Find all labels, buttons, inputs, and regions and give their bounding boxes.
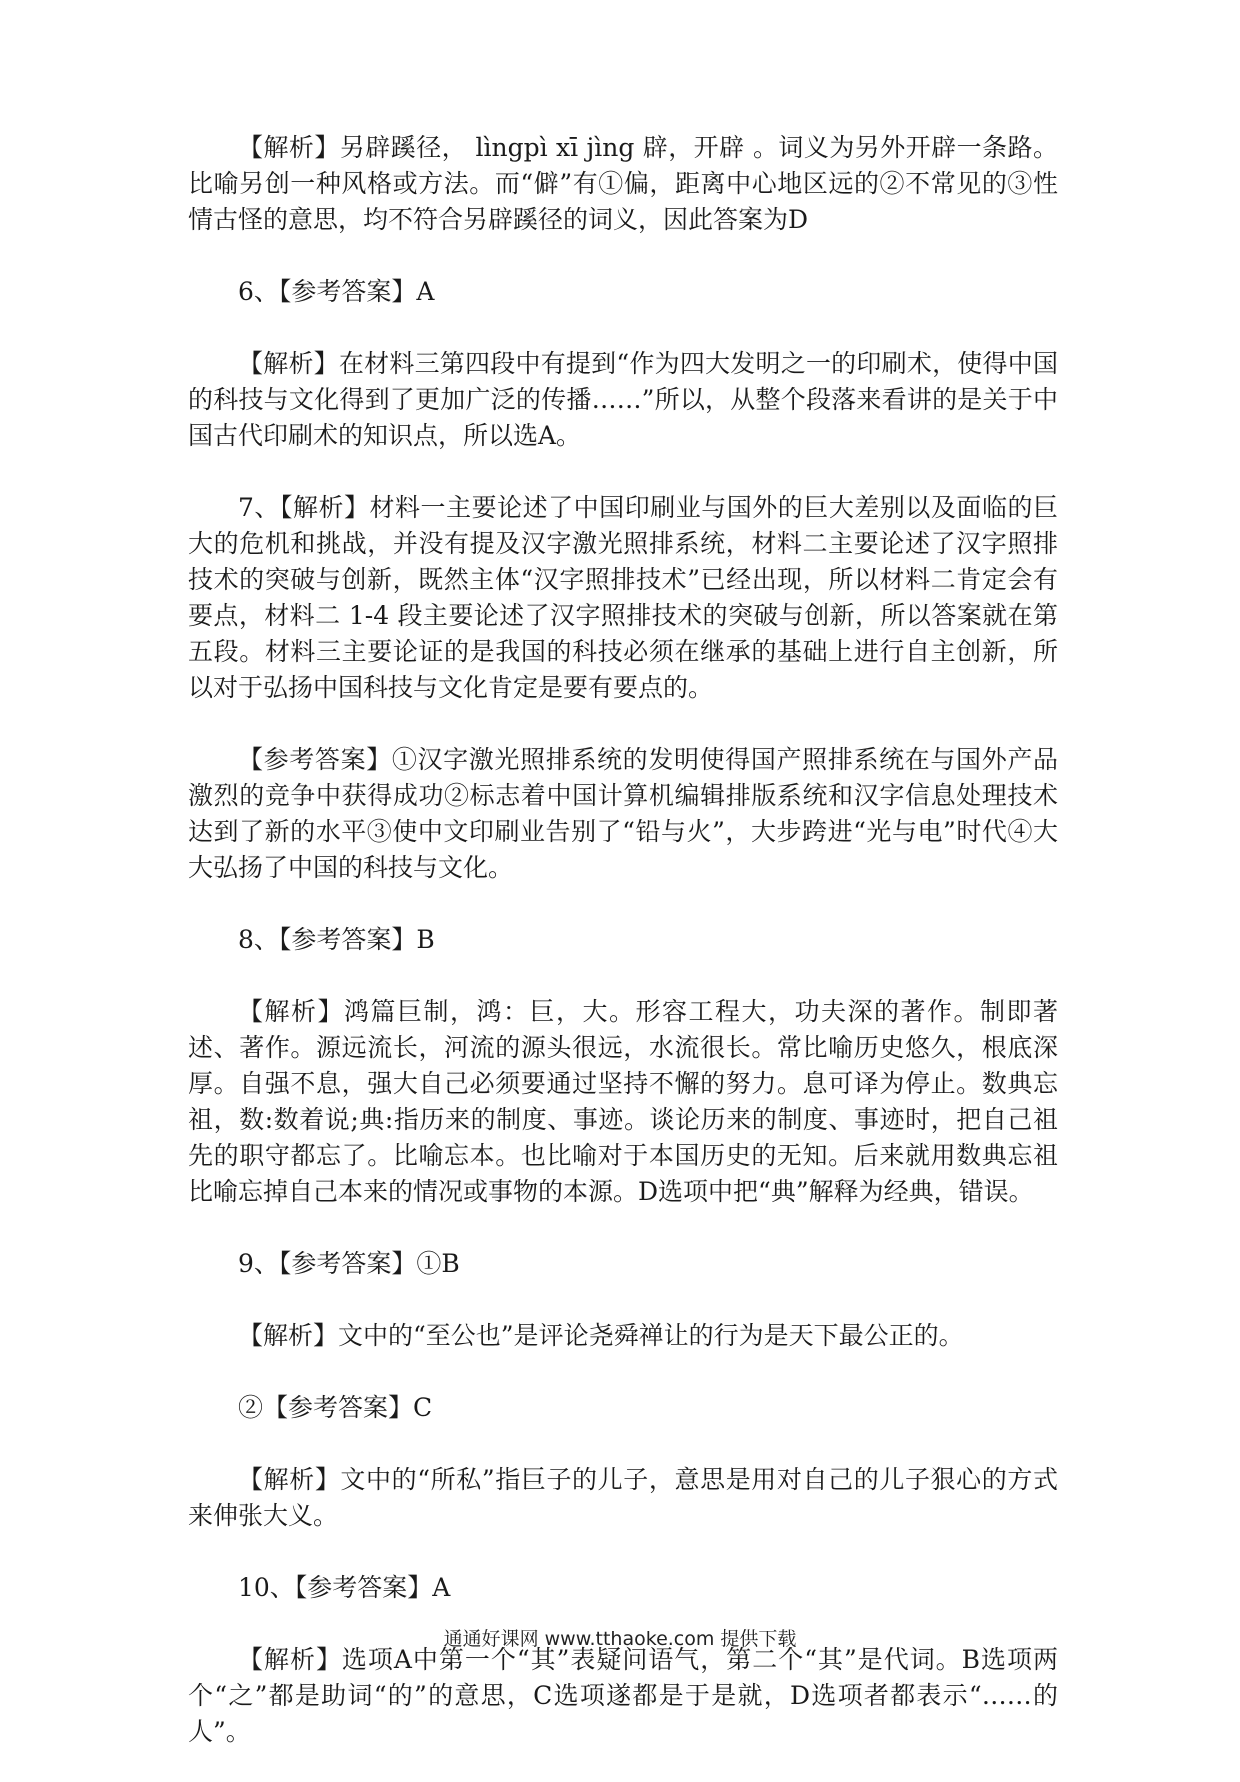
- answer-heading-6: 6、【参考答案】A: [238, 277, 435, 306]
- analysis-paragraph-9-2: 【解析】文中的“所私”指巨子的儿子，意思是用对自己的儿子狠心的方式来伸张大义。: [188, 1465, 1058, 1530]
- analysis-paragraph-8: 【解析】鸿篇巨制，鸿：巨，大。形容工程大，功夫深的著作。制即著述、著作。源远流长，河流的源头很远，水流很长。常比喻历史悠久，根底深厚。自强不息，强大自己必须要通过坚持不懈的努力。息可译为停止。数典忘祖，数:数着说;典:指历来的制度、事迹。谈论历来的制度、事迹时，把自己祖先的职守都忘了。比喻忘本。也比喻对于本国历史的无知。后来就用数典忘祖比喻忘掉自己本来的情况或事物的本源。D选项中把“典”解释为经典，错误。: [188, 997, 1058, 1206]
- page-footer: 通通好课网 www.tthaoke.com 提供下载: [443, 1628, 797, 1650]
- document-body: [188, 130, 1058, 1782]
- analysis-paragraph-5: 【解析】另辟蹊径， lìngpì xī jìng 辟，开辟 。词义为另外开辟一条路。比喻另创一种风格或方法。而“僻”有①偏，距离中心地区远的②不常见的③性情古怪的意思，均不符合另辟蹊径的词义，因此答案为D: [188, 133, 1058, 234]
- answer-heading-8: 8、【参考答案】B: [238, 925, 435, 954]
- analysis-paragraph-10: 【解析】选项A中第一个“其”表疑问语气，第二个“其”是代词。B选项两个“之”都是助词“的”的意思，C选项遂都是于是就，D选项者都表示“……的人”。: [188, 1645, 1058, 1746]
- answer-paragraph-7: 【参考答案】①汉字激光照排系统的发明使得国产照排系统在与国外产品激烈的竞争中获得成功②标志着中国计算机编辑排版系统和汉字信息处理技术达到了新的水平③使中文印刷业告别了“铅与火”，大步跨进“光与电”时代④大大弘扬了中国的科技与文化。: [188, 745, 1058, 882]
- answer-heading-9-1: 9、【参考答案】①B: [238, 1249, 460, 1278]
- answer-heading-9-2: ②【参考答案】C: [238, 1393, 433, 1422]
- answer-heading-10: 10、【参考答案】A: [238, 1573, 451, 1602]
- analysis-paragraph-6: 【解析】在材料三第四段中有提到“作为四大发明之一的印刷术，使得中国的科技与文化得到了更加广泛的传播……”所以，从整个段落来看讲的是关于中国古代印刷术的知识点，所以选A。: [188, 349, 1058, 450]
- analysis-paragraph-9-1: 【解析】文中的“至公也”是评论尧舜禅让的行为是天下最公正的。: [238, 1321, 964, 1350]
- analysis-paragraph-7: 7、【解析】材料一主要论述了中国印刷业与国外的巨大差别以及面临的巨大的危机和挑战，并没有提及汉字激光照排系统，材料二主要论述了汉字照排技术的突破与创新，既然主体“汉字照排技术”已经出现，所以材料二肯定会有要点，材料二 1-4 段主要论述了汉字照排技术的突破与创新，所以答案就在第五段。材料三主要论证的是我国的科技必须在继承的基础上进行自主创新，所以对于弘扬中国科技与文化肯定是要有要点的。: [188, 493, 1058, 702]
